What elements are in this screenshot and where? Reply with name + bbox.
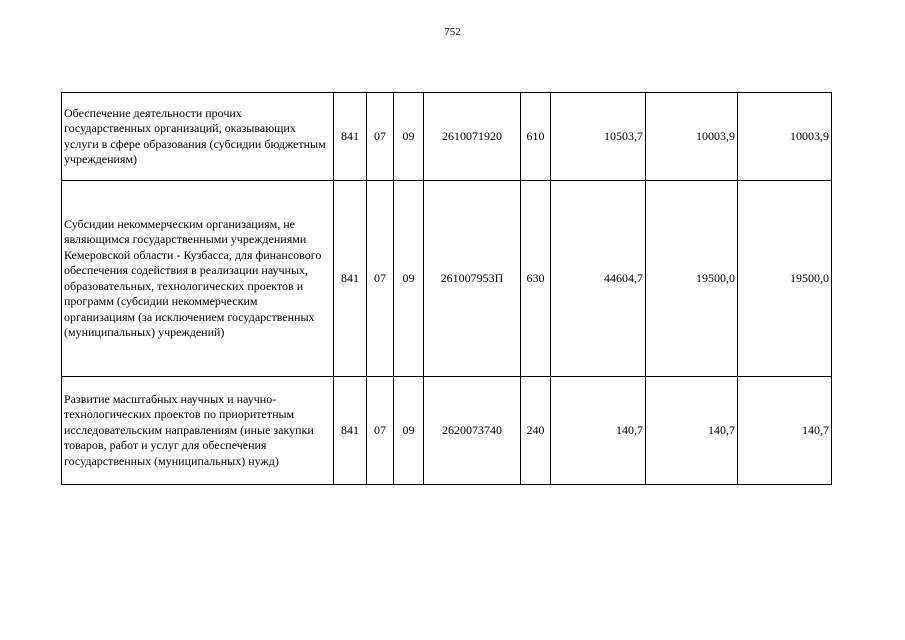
- amount-2-cell: 10003,9: [646, 93, 738, 181]
- amount-1-cell: 44604,7: [551, 181, 646, 377]
- expense-type-cell: 240: [521, 377, 551, 485]
- expense-name-cell: Развитие масштабных научных и научно-технологических проектов по приоритетным исследовательским направлениям (иные закупки товаров, работ и услуг для обеспечения государственных (муниципальных) нужд): [62, 377, 334, 485]
- expense-type-cell: 610: [521, 93, 551, 181]
- expense-name-cell: Субсидии некоммерческим организациям, не являющимся государственными учреждениями Кемеровской области - Кузбасса, для финансового обеспечения содействия в реализации научных, образовательных, технологических проектов и программ (субсидии некоммерческим организациям (за исключением государственных (муниципальных) учреждений): [62, 181, 334, 377]
- amount-3-cell: 140,7: [738, 377, 832, 485]
- amount-1-cell: 140,7: [551, 377, 646, 485]
- table-row: [62, 181, 832, 377]
- section-code-cell: 07: [367, 181, 394, 377]
- expense-name-cell: Обеспечение деятельности прочих государственных организаций, оказывающих услуги в сфере образования (субсидии бюджетным учреждениям): [62, 93, 334, 181]
- amount-1-cell: 10503,7: [551, 93, 646, 181]
- section-code-cell: 07: [367, 93, 394, 181]
- budget-table: [61, 92, 832, 485]
- expense-type-cell: 630: [521, 181, 551, 377]
- ministry-code-cell: 841: [334, 181, 367, 377]
- table-row: [62, 93, 832, 181]
- target-article-cell: 2610071920: [424, 93, 521, 181]
- ministry-code-cell: 841: [334, 93, 367, 181]
- amount-2-cell: 19500,0: [646, 181, 738, 377]
- subsection-code-cell: 09: [394, 181, 424, 377]
- target-article-cell: 261007953П: [424, 181, 521, 377]
- amount-3-cell: 10003,9: [738, 93, 832, 181]
- ministry-code-cell: 841: [334, 377, 367, 485]
- subsection-code-cell: 09: [394, 377, 424, 485]
- section-code-cell: 07: [367, 377, 394, 485]
- amount-3-cell: 19500,0: [738, 181, 832, 377]
- amount-2-cell: 140,7: [646, 377, 738, 485]
- target-article-cell: 2620073740: [424, 377, 521, 485]
- table-row: [62, 377, 832, 485]
- subsection-code-cell: 09: [394, 93, 424, 181]
- page-number: 752: [444, 26, 461, 38]
